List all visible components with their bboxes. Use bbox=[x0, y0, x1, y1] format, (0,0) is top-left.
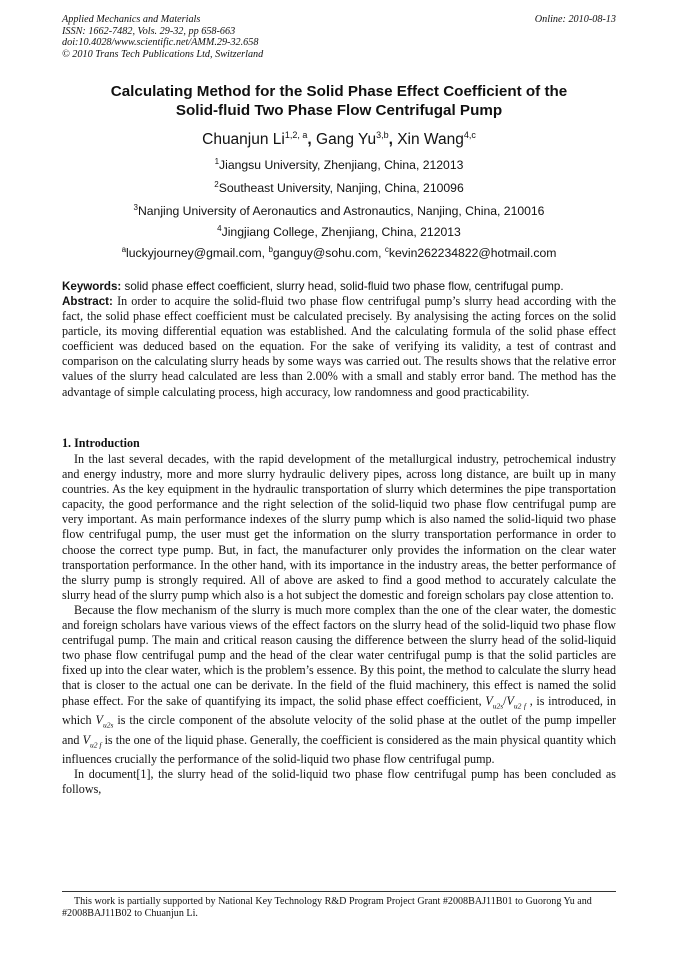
symbol-v-u2s: $V_{u2s}$ bbox=[485, 693, 504, 710]
email: luckyjourney@gmail.com bbox=[126, 246, 262, 261]
abstract-text: In order to acquire the solid-fluid two phase flow centrifugal pump’s slurry head according with the fact, the solid phase effect coefficient must be calculated precisely. By analysising the acting forces on the solid particle, its moving differential equation was established. And the calculating formula of the solid phase effect coefficient was deduced based on the equation. For the sake of verifying its validity, a test of contrast and comparison on the calculating slurry heads by some ways was carried out. The results shows that the relative error values of the slurry head calculated are less than 2.00% with a small and stably error band. The method has the advantage of simple calculating process, high accuracy, low randomness and good practicability. bbox=[62, 294, 616, 399]
author-sup: 1,2, a bbox=[284, 130, 308, 140]
paragraph-3: In document[1], the slurry head of the solid-liquid two phase flow centrifugal pump has been concluded as follows, bbox=[62, 767, 616, 797]
doi-line: doi:10.4028/www.scientific.net/AMM.29-32.658 bbox=[62, 37, 259, 49]
title-line-2: Solid-fluid Two Phase Flow Centrifugal Pump bbox=[175, 102, 503, 119]
author-name: Xin Wang bbox=[397, 131, 464, 149]
keywords-label: Keywords: bbox=[62, 280, 122, 293]
author-sup: 3,b bbox=[376, 130, 389, 140]
author-name: Gang Yu bbox=[316, 131, 377, 149]
paragraph-2: Because the flow mechanism of the slurry is much more complex than the one of the clear water, the domestic and foreign scholars have various views of the effect factors on the slurry head of the solid-liquid two phase flow centrifugal pump. The main and critical reason causing the difference between the slurry head of the solid-liquid two phase flow centrifugal pump and the head of the clear water centrifugal pump is that the solid particles are fixed up into the clear water, which is the problem’s essence. By this point, the method to calculate the slurry head that is closer to the actual one can be derivate. In the field of the fluid machinery, this effect is named the solid phase effect. For the sake of quantifying its impact, the solid phase effect coefficient, $V_{u2s}/V_{u2 f}$ , is introduced, in which $V_{u2s}$ is the circle component of the absolute velocity of the solid phase at the outlet of the pump impeller and $V_{u2 f}$ is the one of the liquid phase. Generally, the coefficient is considered as the main physical quantity which influences crucially the performance of the solid-liquid two phase flow centrifugal pump. bbox=[62, 602, 617, 766]
affiliation-3: $^3$Nanjing University of Aeronautics and Astronautics, Nanjing, China, 210016 bbox=[133, 203, 545, 219]
paragraph-1: In the last several decades, with the rapid development of the metallurgical industry, petrochemical industry and energy industry, more and more slurry hydraulic delivery pipes, across long distance, are built up in many countries. As the key equipment in the hydraulic transportation of slurry which determines the pipe transportation capacity, the good performance and the right selection of the solid-liquid two phase flow centrifugal pump are very important. As main performance indexes of the slurry pump which is also named the solid-liquid two phase flow centrifugal pump, the user must get the information on the slurry transportation performance in order to choose the correct type pump. But, in fact, the manufacturer only provides the information on the clear water transportation performance. In the other hand, with its importance in the industry areas, the better performance of the slurry pump is strongly required. All of above are asked to find a good method to accurately calculate the slurry head of the slurry pump which also is a hot subject the domestic and foreign scholars pay close attention to. bbox=[62, 452, 616, 602]
journal-header bbox=[62, 14, 616, 60]
footnote-rule bbox=[62, 891, 616, 892]
issn-line: ISSN: 1662-7482, Vols. 29-32, pp 658-663 bbox=[62, 25, 236, 37]
keywords-text: solid phase effect coefficient, slurry head, solid-fluid two phase flow, centrifugal pump. bbox=[124, 280, 564, 293]
email: kevin262234822@hotmail.com bbox=[388, 246, 557, 261]
affiliation-4: $^4$Jingjiang College, Zhenjiang, China, 212013 bbox=[217, 224, 461, 240]
title-line-1: Calculating Method for the Solid Phase Effect Coefficient of the bbox=[110, 83, 568, 100]
abstract-label: Abstract: bbox=[62, 295, 113, 308]
abstract bbox=[62, 294, 616, 400]
author-name: Chuanjun Li bbox=[202, 131, 285, 149]
symbol-v-u2f: $V_{u2 f}$ bbox=[506, 693, 527, 710]
journal-name: Applied Mechanics and Materials bbox=[62, 14, 201, 25]
email-list: $^a$luckyjourney@gmail.com, $^b$ganguy@sohu.com, $^c$kevin262234822@hotmail.com bbox=[121, 245, 557, 261]
paper-title bbox=[62, 82, 616, 120]
section-body bbox=[62, 452, 616, 797]
author-list: Chuanjun Li$^{1,2, a}$, Gang Yu$^{3,b}$, Xin Wang$^{4,c}$ bbox=[202, 130, 476, 149]
affiliation-1: $^1$Jiangsu University, Zhenjiang, China, 212013 bbox=[214, 157, 464, 173]
footnote: This work is partially supported by National Key Technology R&D Program Project Grant #2008BAJ11B01 to Guorong Yu and #2008BAJ11B02 to Chuanjun Li. bbox=[62, 896, 592, 919]
email: ganguy@sohu.com bbox=[272, 246, 379, 261]
affiliation-2: $^2$Southeast University, Nanjing, China, 210096 bbox=[214, 180, 464, 196]
symbol-v-u2s: $V_{u2s}$ bbox=[95, 713, 114, 730]
keywords bbox=[62, 280, 622, 293]
section-heading: 1. Introduction bbox=[62, 436, 140, 450]
author-sup: 4,c bbox=[463, 130, 476, 140]
online-date: Online: 2010-08-13 bbox=[534, 14, 616, 25]
symbol-v-u2f: $V_{u2 f}$ bbox=[82, 732, 102, 749]
copyright-line: © 2010 Trans Tech Publications Ltd, Switzerland bbox=[62, 48, 264, 60]
